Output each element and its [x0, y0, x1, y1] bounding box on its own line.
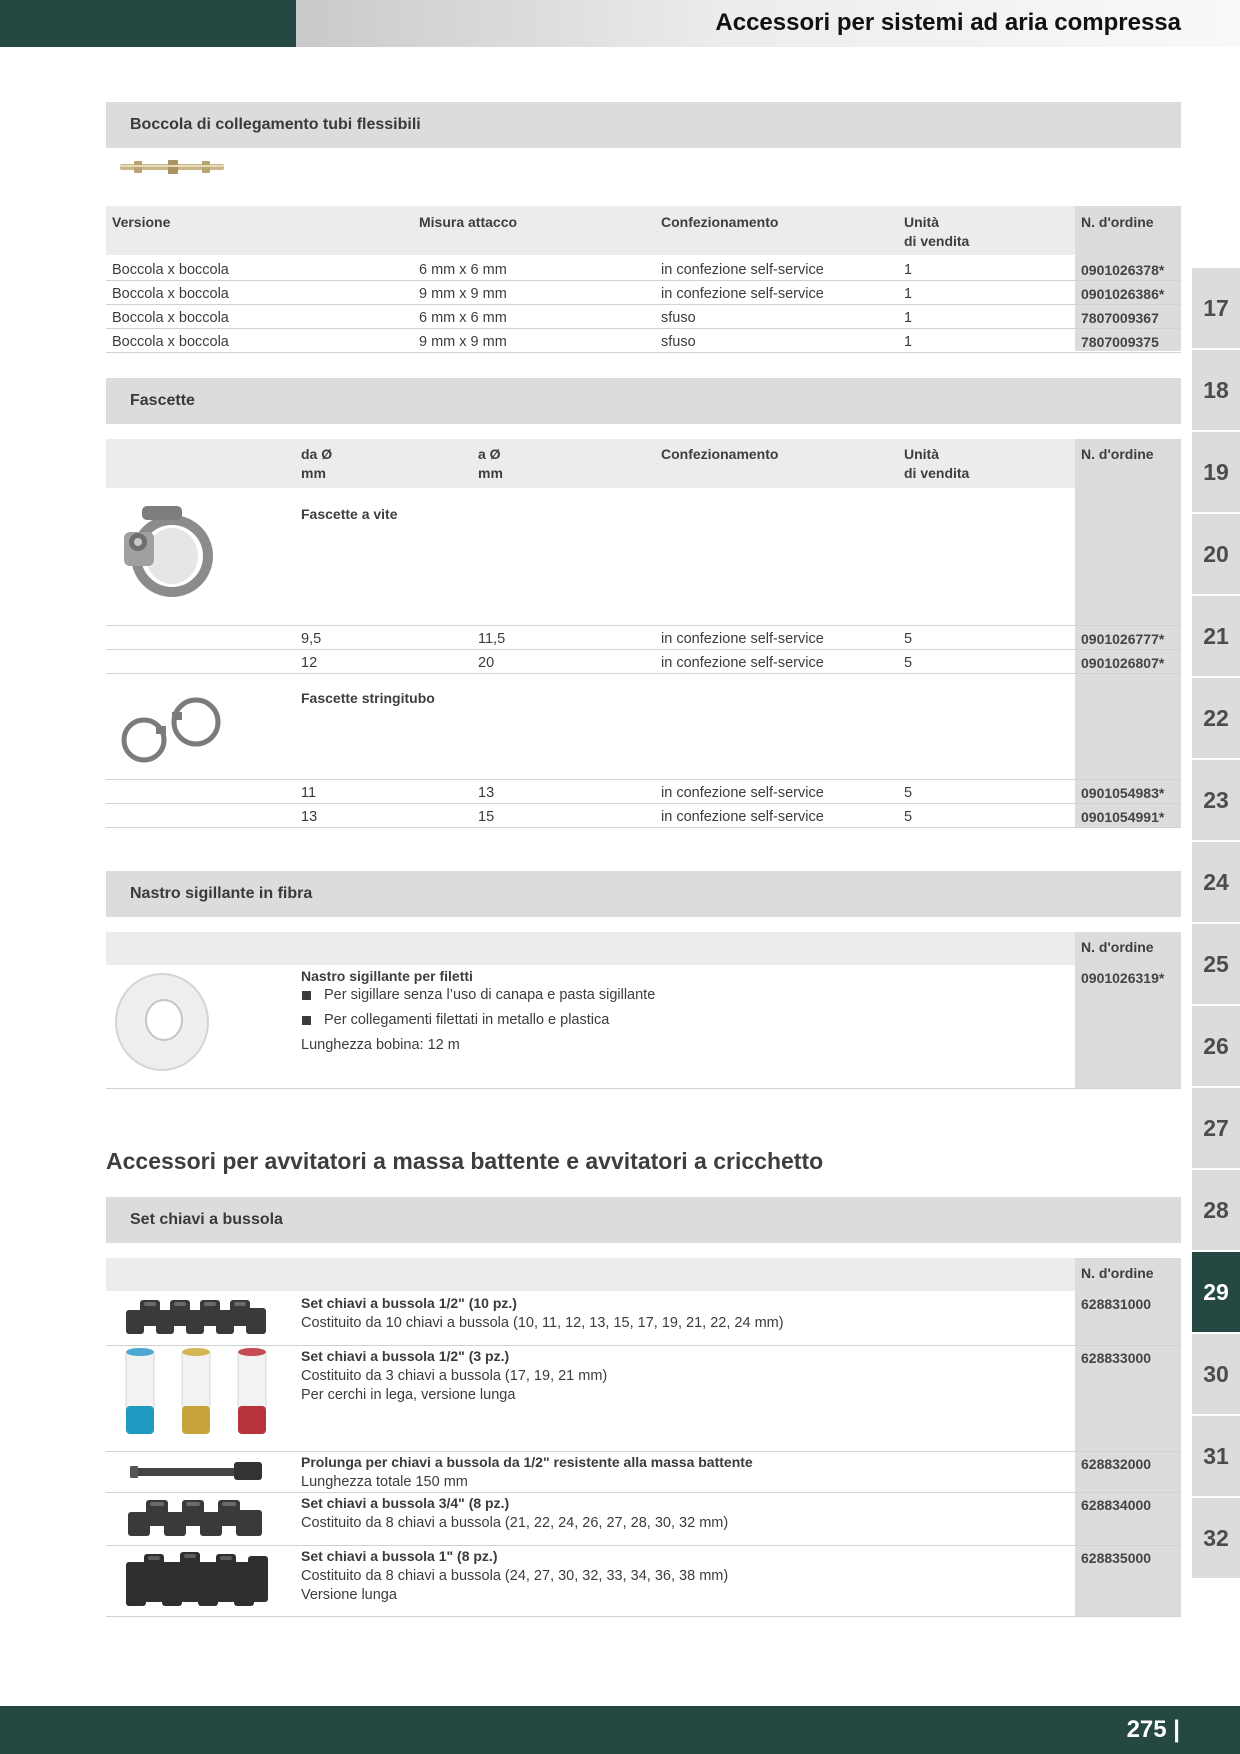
socket-set-8-image [126, 1496, 268, 1540]
chapter-tabs [1192, 268, 1240, 1580]
col-ordine: N. d'ordine [1081, 446, 1154, 462]
group-title-fascette-stringitubo: Fascette stringitubo [301, 690, 435, 706]
section-heading-avvitatori: Accessori per avvitatori a massa battente e avvitatori a cricchetto [106, 1148, 824, 1174]
col-confezionamento: Confezionamento [661, 214, 779, 230]
row-divider [106, 1345, 1181, 1346]
tab-27[interactable]: 27 [1192, 1088, 1240, 1168]
col-ordine: N. d'ordine [1081, 214, 1154, 230]
table-row: Boccola x boccola 6 mm x 6 mm sfuso 1 7807009367 [106, 305, 1181, 329]
set-item-2-order: 628833000 [1081, 1350, 1152, 1366]
tab-28[interactable]: 28 [1192, 1170, 1240, 1250]
set-item-3: Prolunga per chiavi a bussola da 1/2" resistente alla massa battente Lunghezza totale 150 mm [301, 1454, 753, 1490]
tab-23[interactable]: 23 [1192, 760, 1240, 840]
tab-24[interactable]: 24 [1192, 842, 1240, 922]
section-title-boccola: Boccola di collegamento tubi flessibili [106, 102, 1181, 148]
nastro-table-header [106, 932, 1075, 965]
section-title-nastro: Nastro sigillante in fibra [106, 871, 1181, 917]
row-divider [106, 1492, 1181, 1493]
nastro-product-name: Nastro sigillante per filetti [301, 968, 473, 984]
tab-21[interactable]: 21 [1192, 596, 1240, 676]
col-a: a Ø mm [478, 446, 503, 481]
set-item-1-order: 628831000 [1081, 1296, 1152, 1312]
row-divider [106, 1088, 1181, 1089]
alloy-socket-set-image [122, 1348, 272, 1440]
page-title: Accessori per sistemi ad aria compressa [715, 9, 1181, 36]
tab-29[interactable]: 29 [1192, 1252, 1240, 1332]
col-unita: Unità di vendita [904, 214, 970, 249]
nastro-order-number: 0901026319* [1081, 970, 1165, 986]
footer-bar [0, 1706, 1240, 1754]
table-row: Boccola x boccola 9 mm x 9 mm sfuso 1 7807009375 [106, 329, 1181, 353]
col-ordine: N. d'ordine [1081, 939, 1154, 955]
set-item-3-order: 628832000 [1081, 1456, 1152, 1472]
section-title-set-chiavi: Set chiavi a bussola [106, 1197, 1181, 1243]
col-ordine: N. d'ordine [1081, 1265, 1154, 1281]
table-row: 11 13 in confezione self-service 5 0901054983* [106, 780, 1181, 804]
table-row: Boccola x boccola 6 mm x 6 mm in confezione self-service 1 0901026378* [106, 257, 1181, 281]
group-title-fascette-a-vite: Fascette a vite [301, 506, 398, 522]
hose-connector-image [120, 158, 224, 176]
socket-set-10-image [122, 1294, 270, 1338]
table-row: 13 15 in confezione self-service 5 0901054991* [106, 804, 1181, 828]
set-item-4: Set chiavi a bussola 3/4" (8 pz.) Costituito da 8 chiavi a bussola (21, 22, 24, 26, 27, 28, 30, 32 mm) [301, 1495, 729, 1531]
nastro-note: Lunghezza bobina: 12 m [301, 1037, 460, 1053]
ear-clamp-image [118, 690, 224, 770]
tab-22[interactable]: 22 [1192, 678, 1240, 758]
tab-18[interactable]: 18 [1192, 350, 1240, 430]
set-item-5-order: 628835000 [1081, 1550, 1152, 1566]
col-misura: Misura attacco [419, 214, 518, 230]
set-item-4-order: 628834000 [1081, 1497, 1152, 1513]
tab-20[interactable]: 20 [1192, 514, 1240, 594]
col-unita: Unità di vendita [904, 446, 970, 481]
nastro-bullet: Per collegamenti filettati in metallo e plastica [324, 1012, 610, 1028]
section-title-fascette: Fascette [106, 378, 1181, 424]
table-row: 12 20 in confezione self-service 5 0901026807* [106, 650, 1181, 674]
table-row: Boccola x boccola 9 mm x 9 mm in confezione self-service 1 0901026386* [106, 281, 1181, 305]
set-chiavi-table-header [106, 1258, 1075, 1291]
tab-19[interactable]: 19 [1192, 432, 1240, 512]
col-da: da Ø mm [301, 446, 333, 481]
tab-31[interactable]: 31 [1192, 1416, 1240, 1496]
col-versione: Versione [112, 214, 171, 230]
header-bar [296, 0, 1240, 47]
sealing-tape-roll-image [112, 970, 212, 1074]
row-divider [106, 1616, 1181, 1617]
extension-bar-image [130, 1460, 264, 1482]
table-row: 9,5 11,5 in confezione self-service 5 0901026777* [106, 626, 1181, 650]
set-item-5: Set chiavi a bussola 1" (8 pz.) Costituito da 8 chiavi a bussola (24, 27, 30, 32, 33, 34, 36, 38 mm) Versione lunga [301, 1548, 729, 1603]
set-item-2: Set chiavi a bussola 1/2" (3 pz.) Costituito da 3 chiavi a bussola (17, 19, 21 mm) Per cerchi in lega, versione lunga [301, 1348, 608, 1403]
tab-30[interactable]: 30 [1192, 1334, 1240, 1414]
row-divider [106, 1451, 1181, 1452]
row-divider [106, 1545, 1181, 1546]
tab-26[interactable]: 26 [1192, 1006, 1240, 1086]
nastro-bullet: Per sigillare senza l’uso di canapa e pasta sigillante [324, 987, 656, 1003]
tab-17[interactable]: 17 [1192, 268, 1240, 348]
tab-32[interactable]: 32 [1192, 1498, 1240, 1578]
screw-clamp-image [114, 502, 222, 598]
socket-set-1in-image [124, 1548, 270, 1610]
header-accent-bar [0, 0, 296, 47]
page-number: 275 | [1126, 1716, 1180, 1743]
col-confezionamento: Confezionamento [661, 446, 779, 462]
tab-25[interactable]: 25 [1192, 924, 1240, 1004]
set-item-1: Set chiavi a bussola 1/2" (10 pz.) Costituito da 10 chiavi a bussola (10, 11, 12, 13, 15, 17, 19, 21, 22, 24 mm) [301, 1295, 784, 1331]
